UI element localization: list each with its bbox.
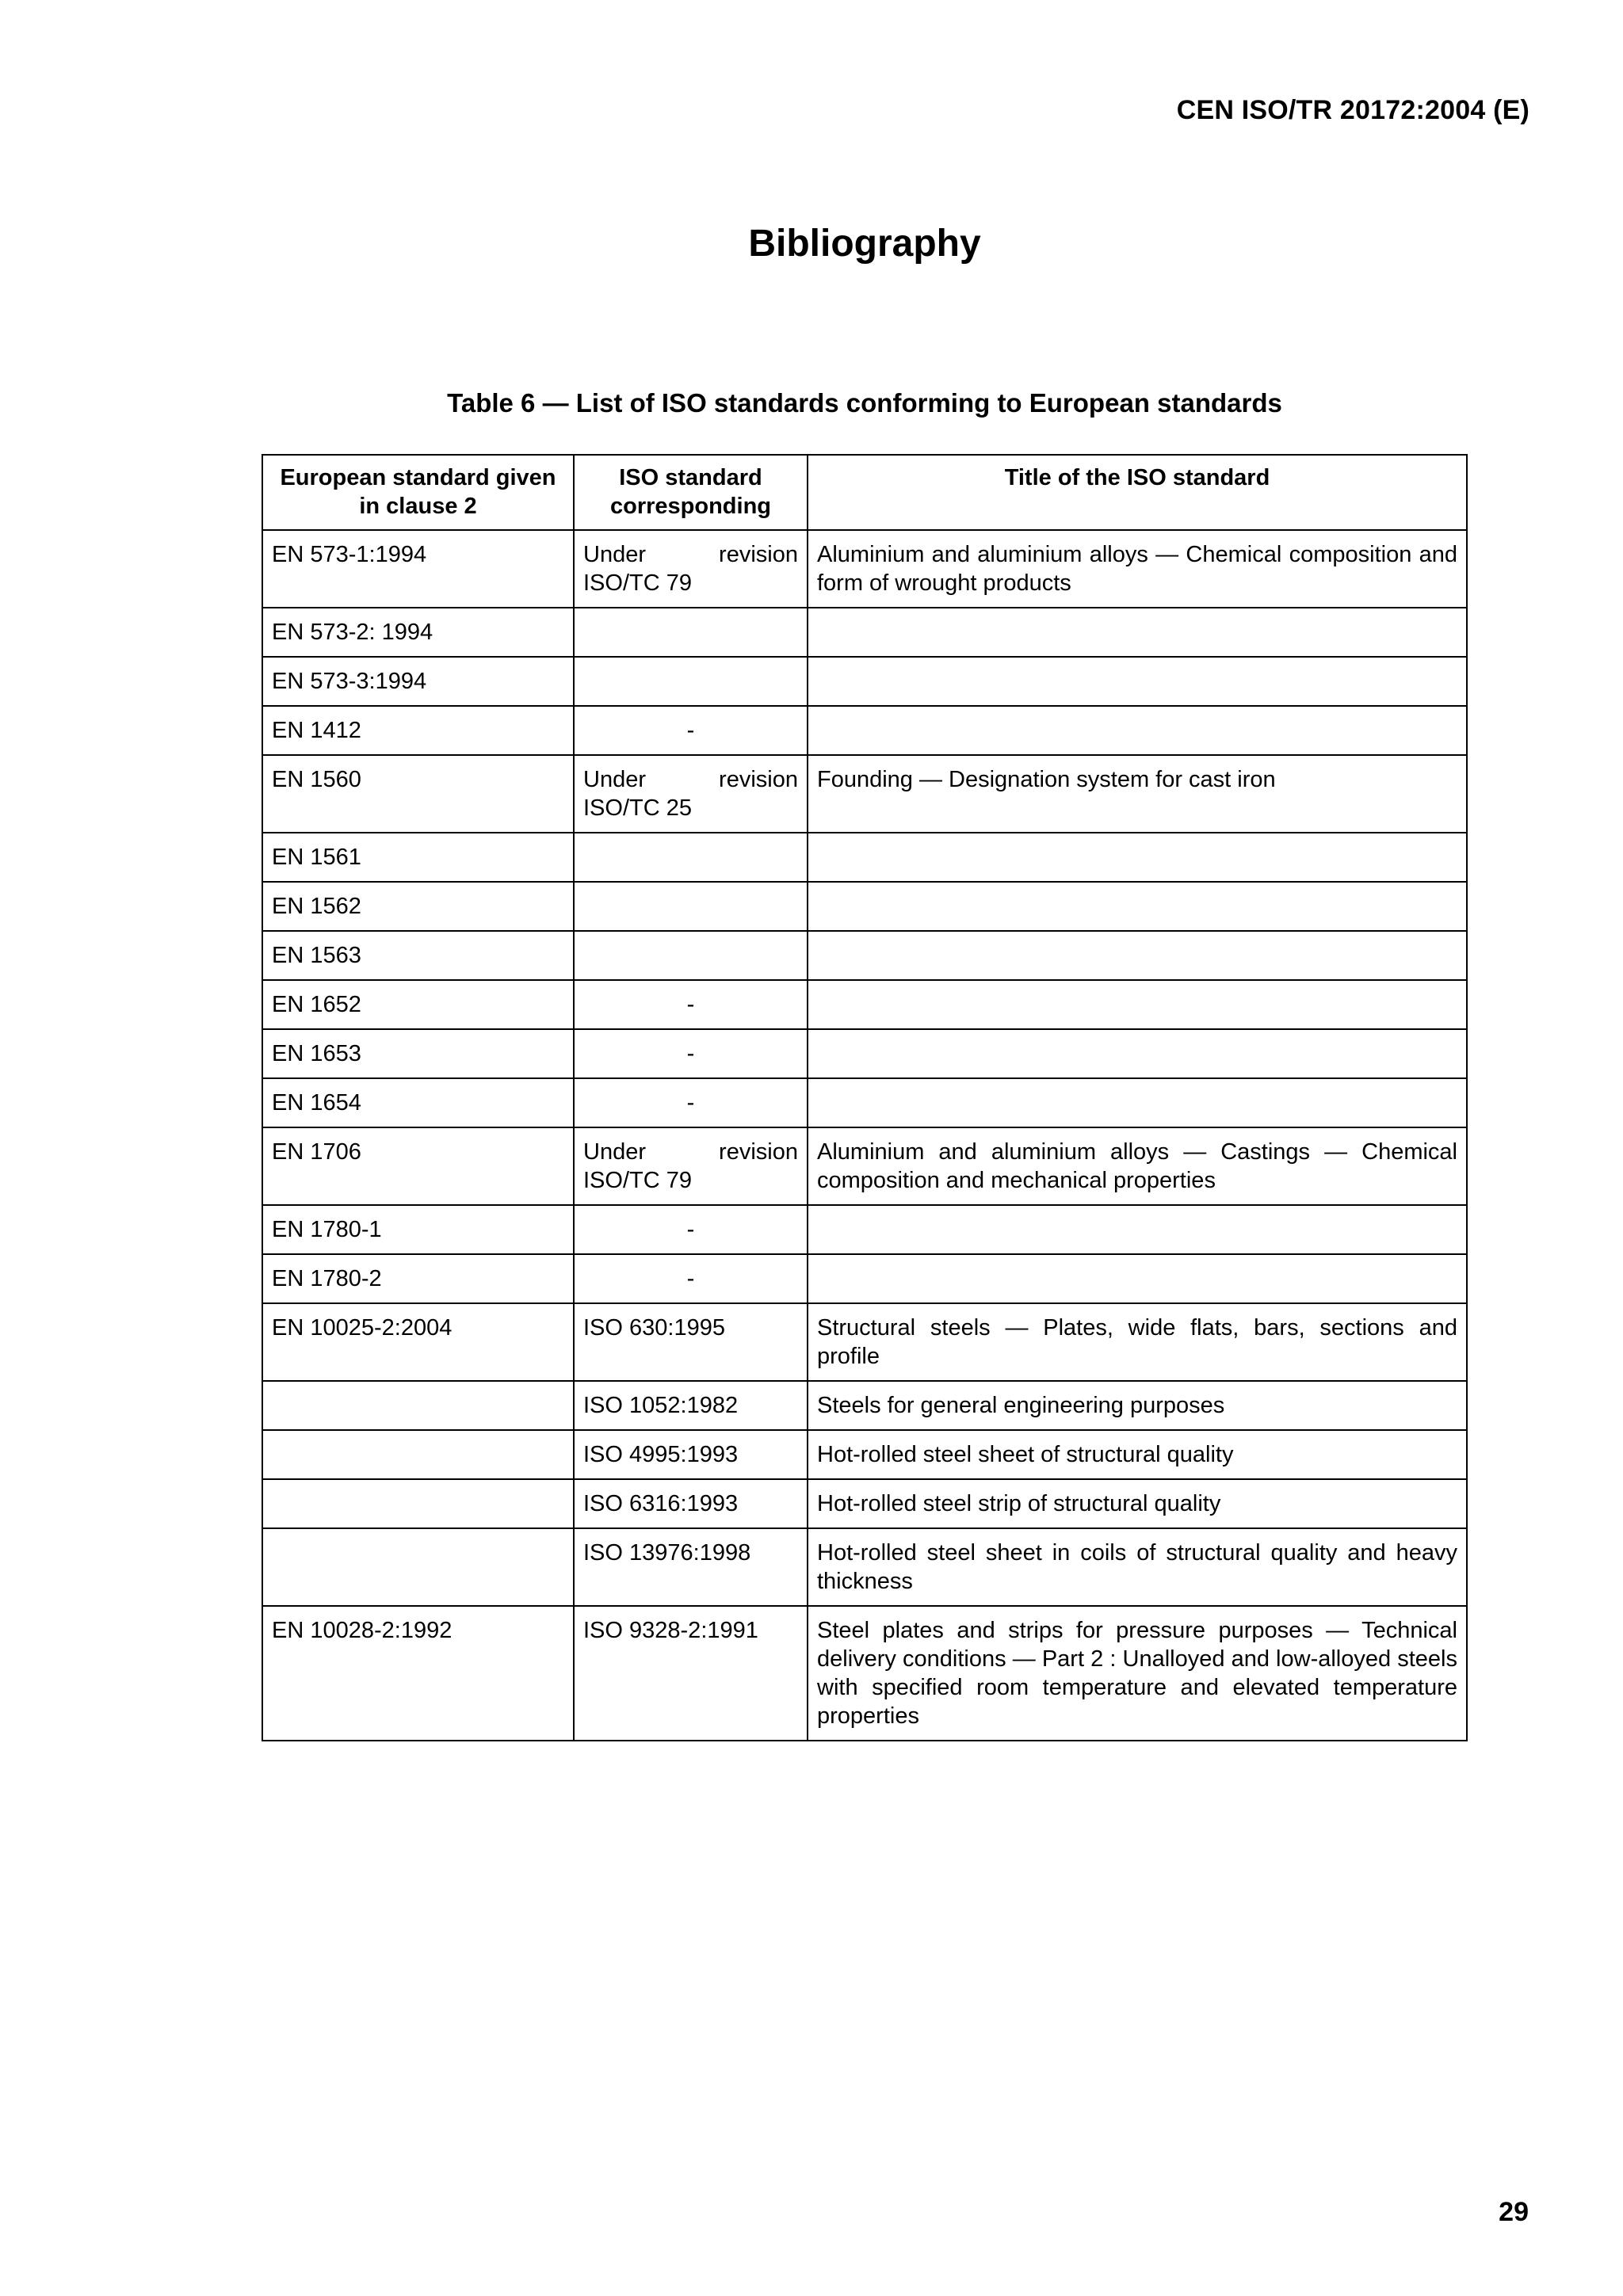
standards-table xyxy=(262,454,1468,1741)
iso-standard-cell xyxy=(574,608,808,657)
iso-standard-cell: - xyxy=(574,1078,808,1127)
table-row xyxy=(262,608,1467,657)
iso-title-cell: Steels for general engineering purposes xyxy=(808,1381,1467,1430)
iso-title-cell: Founding — Designation system for cast iron xyxy=(808,755,1467,833)
table-row xyxy=(262,1528,1467,1606)
table-row xyxy=(262,980,1467,1029)
column-header-iso-standard: ISO standard corresponding xyxy=(574,455,808,530)
iso-title-cell: Aluminium and aluminium alloys — Chemical composition and form of wrought products xyxy=(808,530,1467,608)
page-number: 29 xyxy=(1499,2197,1529,2227)
european-standard-cell xyxy=(262,1381,574,1430)
iso-standard-cell: ISO 630:1995 xyxy=(574,1303,808,1381)
iso-title-cell xyxy=(808,833,1467,882)
european-standard-cell: EN 1653 xyxy=(262,1029,574,1078)
iso-title-cell: Hot-rolled steel sheet in coils of structural quality and heavy thickness xyxy=(808,1528,1467,1606)
iso-standard-cell: Under revision ISO/TC 25 xyxy=(574,755,808,833)
european-standard-cell: EN 1780-2 xyxy=(262,1254,574,1303)
iso-title-cell: Structural steels — Plates, wide flats, bars, sections and profile xyxy=(808,1303,1467,1381)
iso-title-cell: Hot-rolled steel strip of structural quality xyxy=(808,1479,1467,1528)
iso-title-cell xyxy=(808,980,1467,1029)
european-standard-cell xyxy=(262,1430,574,1479)
table-row xyxy=(262,755,1467,833)
european-standard-cell: EN 573-3:1994 xyxy=(262,657,574,706)
iso-standard-cell: - xyxy=(574,706,808,755)
iso-standard-cell: Under revision ISO/TC 79 xyxy=(574,1127,808,1205)
iso-standard-cell xyxy=(574,931,808,980)
european-standard-cell: EN 1654 xyxy=(262,1078,574,1127)
european-standard-cell xyxy=(262,1479,574,1528)
iso-title-cell xyxy=(808,1254,1467,1303)
table-row xyxy=(262,1205,1467,1254)
iso-standard-cell: ISO 13976:1998 xyxy=(574,1528,808,1606)
iso-title-cell xyxy=(808,657,1467,706)
iso-title-cell xyxy=(808,931,1467,980)
iso-title-cell xyxy=(808,706,1467,755)
iso-standard-cell: ISO 9328-2:1991 xyxy=(574,1606,808,1741)
table-row xyxy=(262,706,1467,755)
european-standard-cell: EN 573-1:1994 xyxy=(262,530,574,608)
european-standard-cell xyxy=(262,1528,574,1606)
table-row xyxy=(262,1479,1467,1528)
iso-title-cell: Steel plates and strips for pressure purposes — Technical delivery conditions — Part 2 : Unalloyed and low-alloyed steels with specified room temperature and elevated temperature properties xyxy=(808,1606,1467,1741)
table-row xyxy=(262,882,1467,931)
table-row xyxy=(262,1254,1467,1303)
iso-standard-cell: ISO 1052:1982 xyxy=(574,1381,808,1430)
table-row xyxy=(262,1430,1467,1479)
european-standard-cell: EN 1563 xyxy=(262,931,574,980)
european-standard-cell: EN 1560 xyxy=(262,755,574,833)
table-row xyxy=(262,1078,1467,1127)
table-row xyxy=(262,1381,1467,1430)
table-row xyxy=(262,1303,1467,1381)
iso-standard-cell: Under revision ISO/TC 79 xyxy=(574,530,808,608)
european-standard-cell: EN 1706 xyxy=(262,1127,574,1205)
iso-standard-cell: - xyxy=(574,1029,808,1078)
column-header-european-standard: European standard given in clause 2 xyxy=(262,455,574,530)
european-standard-cell: EN 1652 xyxy=(262,980,574,1029)
column-header-iso-title: Title of the ISO standard xyxy=(808,455,1467,530)
iso-title-cell xyxy=(808,882,1467,931)
european-standard-cell: EN 1780-1 xyxy=(262,1205,574,1254)
european-standard-cell: EN 1562 xyxy=(262,882,574,931)
iso-standard-cell xyxy=(574,882,808,931)
european-standard-cell: EN 10028-2:1992 xyxy=(262,1606,574,1741)
iso-standard-cell: - xyxy=(574,980,808,1029)
european-standard-cell: EN 10025-2:2004 xyxy=(262,1303,574,1381)
iso-title-cell xyxy=(808,608,1467,657)
table-row xyxy=(262,530,1467,608)
iso-standard-cell: - xyxy=(574,1254,808,1303)
iso-title-cell xyxy=(808,1029,1467,1078)
iso-title-cell: Hot-rolled steel sheet of structural quality xyxy=(808,1430,1467,1479)
table-row xyxy=(262,657,1467,706)
table-row xyxy=(262,1606,1467,1741)
table-row xyxy=(262,1029,1467,1078)
european-standard-cell: EN 1561 xyxy=(262,833,574,882)
iso-standard-cell: - xyxy=(574,1205,808,1254)
iso-standard-cell: ISO 4995:1993 xyxy=(574,1430,808,1479)
iso-title-cell: Aluminium and aluminium alloys — Castings — Chemical composition and mechanical properties xyxy=(808,1127,1467,1205)
page-title: Bibliography xyxy=(748,223,981,265)
iso-standard-cell xyxy=(574,657,808,706)
table-row xyxy=(262,1127,1467,1205)
table-caption: Table 6 — List of ISO standards conforming to European standards xyxy=(447,388,1282,418)
table-row xyxy=(262,931,1467,980)
european-standard-cell: EN 1412 xyxy=(262,706,574,755)
iso-standard-cell xyxy=(574,833,808,882)
table-row xyxy=(262,833,1467,882)
european-standard-cell: EN 573-2: 1994 xyxy=(262,608,574,657)
iso-title-cell xyxy=(808,1205,1467,1254)
iso-title-cell xyxy=(808,1078,1467,1127)
iso-standard-cell: ISO 6316:1993 xyxy=(574,1479,808,1528)
table-header-row xyxy=(262,455,1467,530)
document-id: CEN ISO/TR 20172:2004 (E) xyxy=(1176,95,1529,125)
